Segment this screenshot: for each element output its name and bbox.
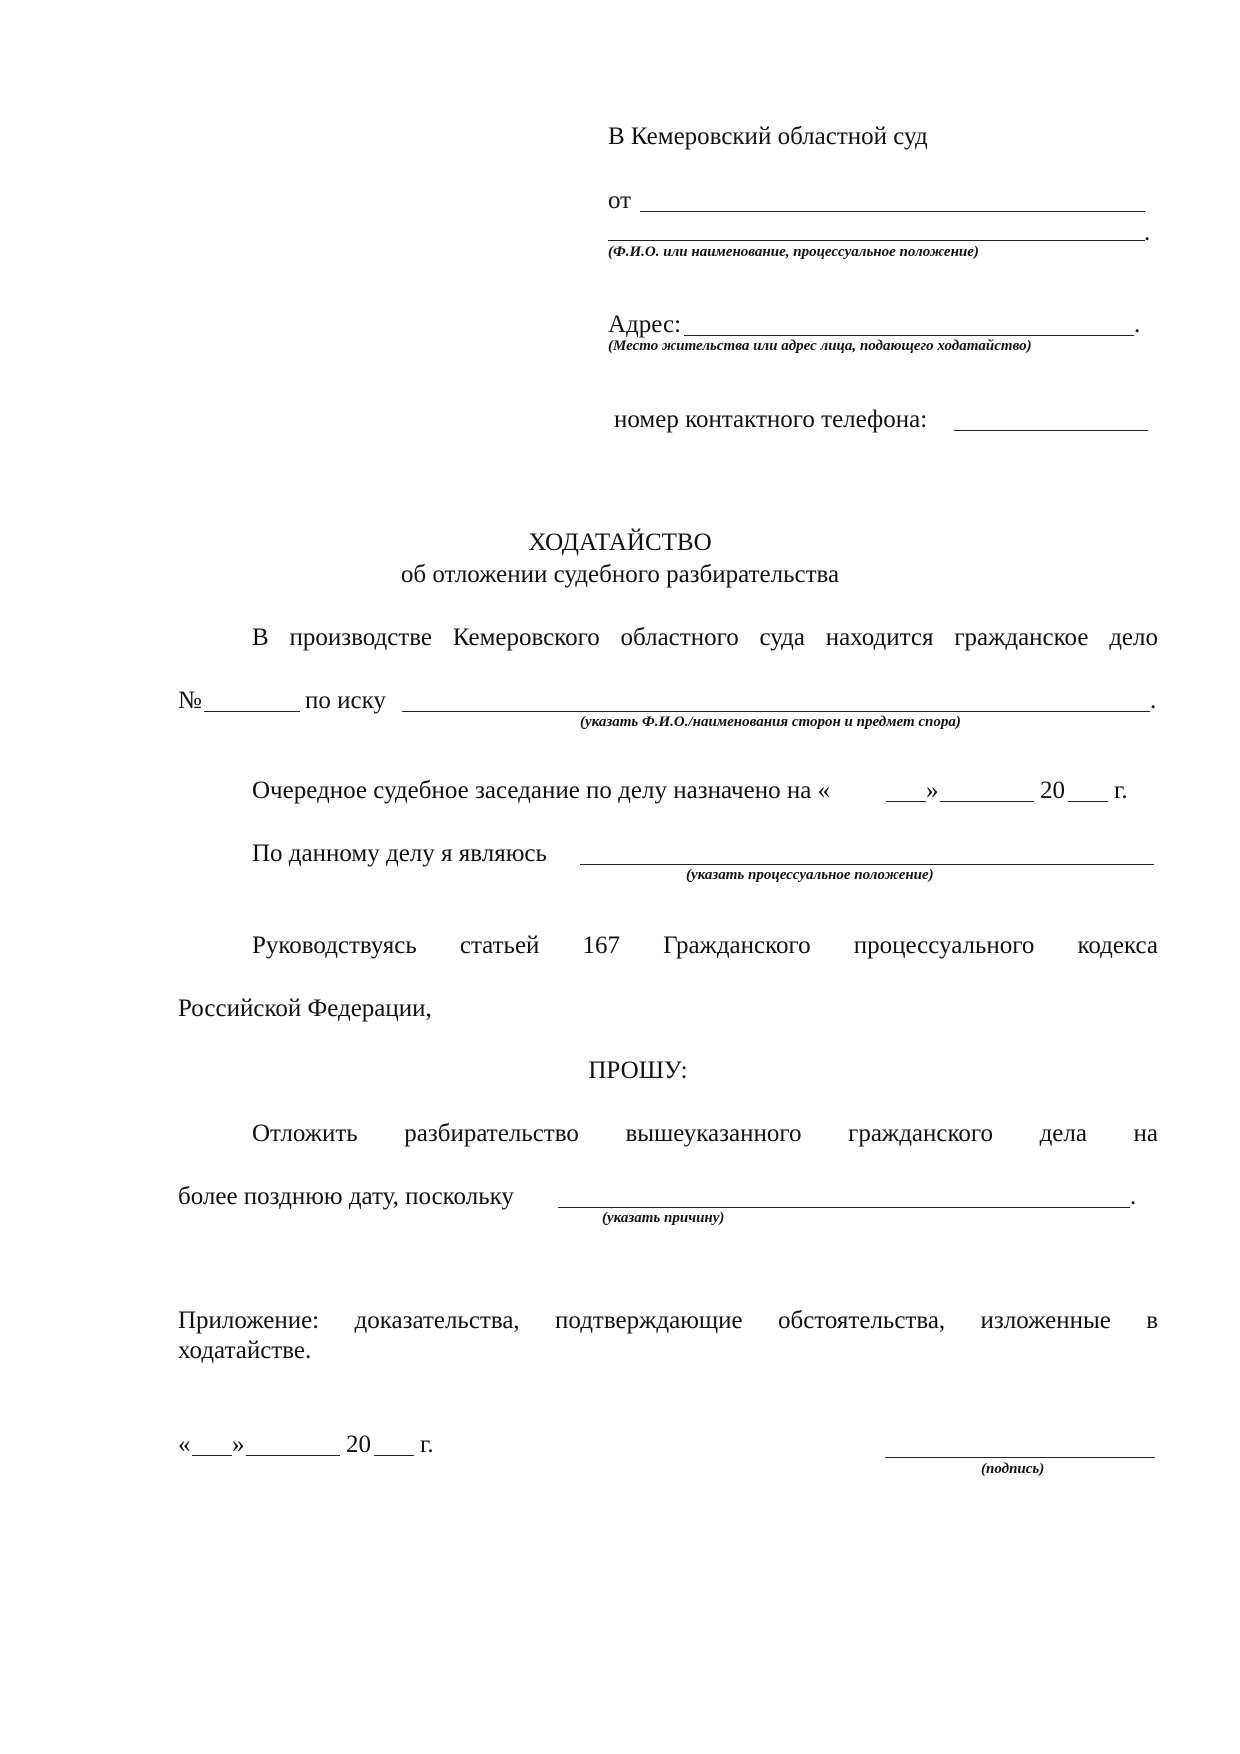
address-label: Адрес:: [608, 311, 682, 338]
role-text: По данному делу я являюсь: [252, 840, 547, 867]
attachment-line2: ходатайстве.: [178, 1337, 312, 1364]
case-number-field[interactable]: [204, 711, 300, 712]
reason-field[interactable]: [558, 1207, 1130, 1208]
p4-line2: Российской Федерации,: [178, 995, 432, 1022]
p5-word: Отложить: [252, 1120, 358, 1147]
from-note: (Ф.И.О. или наименование, процессуальное положение): [608, 244, 979, 260]
footer-year-field[interactable]: [374, 1455, 414, 1456]
role-field[interactable]: [580, 864, 1154, 865]
hearing-date-close-quote: »: [926, 777, 939, 804]
attach-word: в: [1146, 1307, 1159, 1334]
from-name-field-line2[interactable]: [608, 240, 1145, 241]
hearing-month-field[interactable]: [940, 801, 1034, 802]
hearing-day-field[interactable]: [886, 801, 926, 802]
footer-date-open-quote: «: [178, 1431, 191, 1458]
hearing-date-text: Очередное судебное заседание по делу назначено на «: [252, 777, 831, 804]
suit-parties-field[interactable]: [402, 711, 1150, 712]
p1-note: (указать Ф.И.О./наименования сторон и предмет спора): [580, 714, 961, 730]
role-note: (указать процессуальное положение): [686, 867, 934, 883]
address-field[interactable]: [684, 335, 1134, 336]
p5-word: разбирательство: [404, 1120, 579, 1147]
signature-field[interactable]: [885, 1457, 1155, 1458]
request-heading: ПРОШУ:: [588, 1057, 688, 1084]
hearing-year-field[interactable]: [1068, 801, 1108, 802]
hearing-year-suffix: г.: [1114, 777, 1128, 804]
attach-word: изложенные: [980, 1307, 1111, 1334]
phone-label: номер контактного телефона:: [614, 406, 928, 433]
p5-dot: .: [1130, 1183, 1137, 1210]
address-dot: .: [1134, 311, 1141, 338]
case-number-label: №: [178, 687, 202, 714]
footer-year-suffix: г.: [420, 1431, 434, 1458]
suit-label: по иску: [305, 687, 386, 714]
footer-date-close-quote: »: [232, 1431, 245, 1458]
attachment-line1: [178, 1308, 1158, 1333]
from-label: от: [608, 187, 632, 214]
p1-dot: .: [1150, 687, 1157, 714]
p4-word: 167: [582, 932, 620, 959]
footer-month-field[interactable]: [246, 1455, 340, 1456]
signature-note: (подпись): [981, 1461, 1045, 1477]
from-dot: .: [1144, 219, 1151, 246]
court-addressee: В Кемеровский областной суд: [608, 123, 928, 150]
attach-word: доказательства,: [354, 1307, 520, 1334]
p5-line1: [252, 1121, 1158, 1146]
document-subtitle: об отложении судебного разбирательства: [400, 561, 840, 588]
p5-word: на: [1133, 1120, 1159, 1147]
p5-word: вышеуказанного: [625, 1120, 802, 1147]
footer-year-prefix: 20: [346, 1431, 371, 1458]
attach-word: подтверждающие: [555, 1307, 743, 1334]
p5-word: дела: [1039, 1120, 1087, 1147]
attach-word: обстоятельства,: [777, 1307, 946, 1334]
p1-line1: В производстве Кемеровского областного суда находится гражданское дело: [252, 624, 1158, 651]
address-note: (Место жительства или адрес лица, подающего ходатайство): [608, 338, 1032, 354]
phone-field[interactable]: [954, 430, 1148, 431]
p4-line1: [252, 933, 1158, 958]
from-name-field[interactable]: [640, 211, 1145, 212]
p4-word: кодекса: [1077, 932, 1158, 959]
p4-word: статьей: [459, 932, 540, 959]
attach-word: Приложение:: [178, 1307, 320, 1334]
footer-day-field[interactable]: [192, 1455, 232, 1456]
reason-note: (указать причину): [602, 1210, 725, 1226]
p4-word: Гражданского: [663, 932, 811, 959]
p4-word: Руководствуясь: [252, 932, 417, 959]
document-title: ХОДАТАЙСТВО: [528, 529, 712, 556]
p4-word: процессуального: [853, 932, 1035, 959]
p5-word: гражданского: [848, 1120, 993, 1147]
hearing-year-prefix: 20: [1040, 777, 1065, 804]
p5-line2: более позднюю дату, поскольку: [178, 1183, 514, 1210]
